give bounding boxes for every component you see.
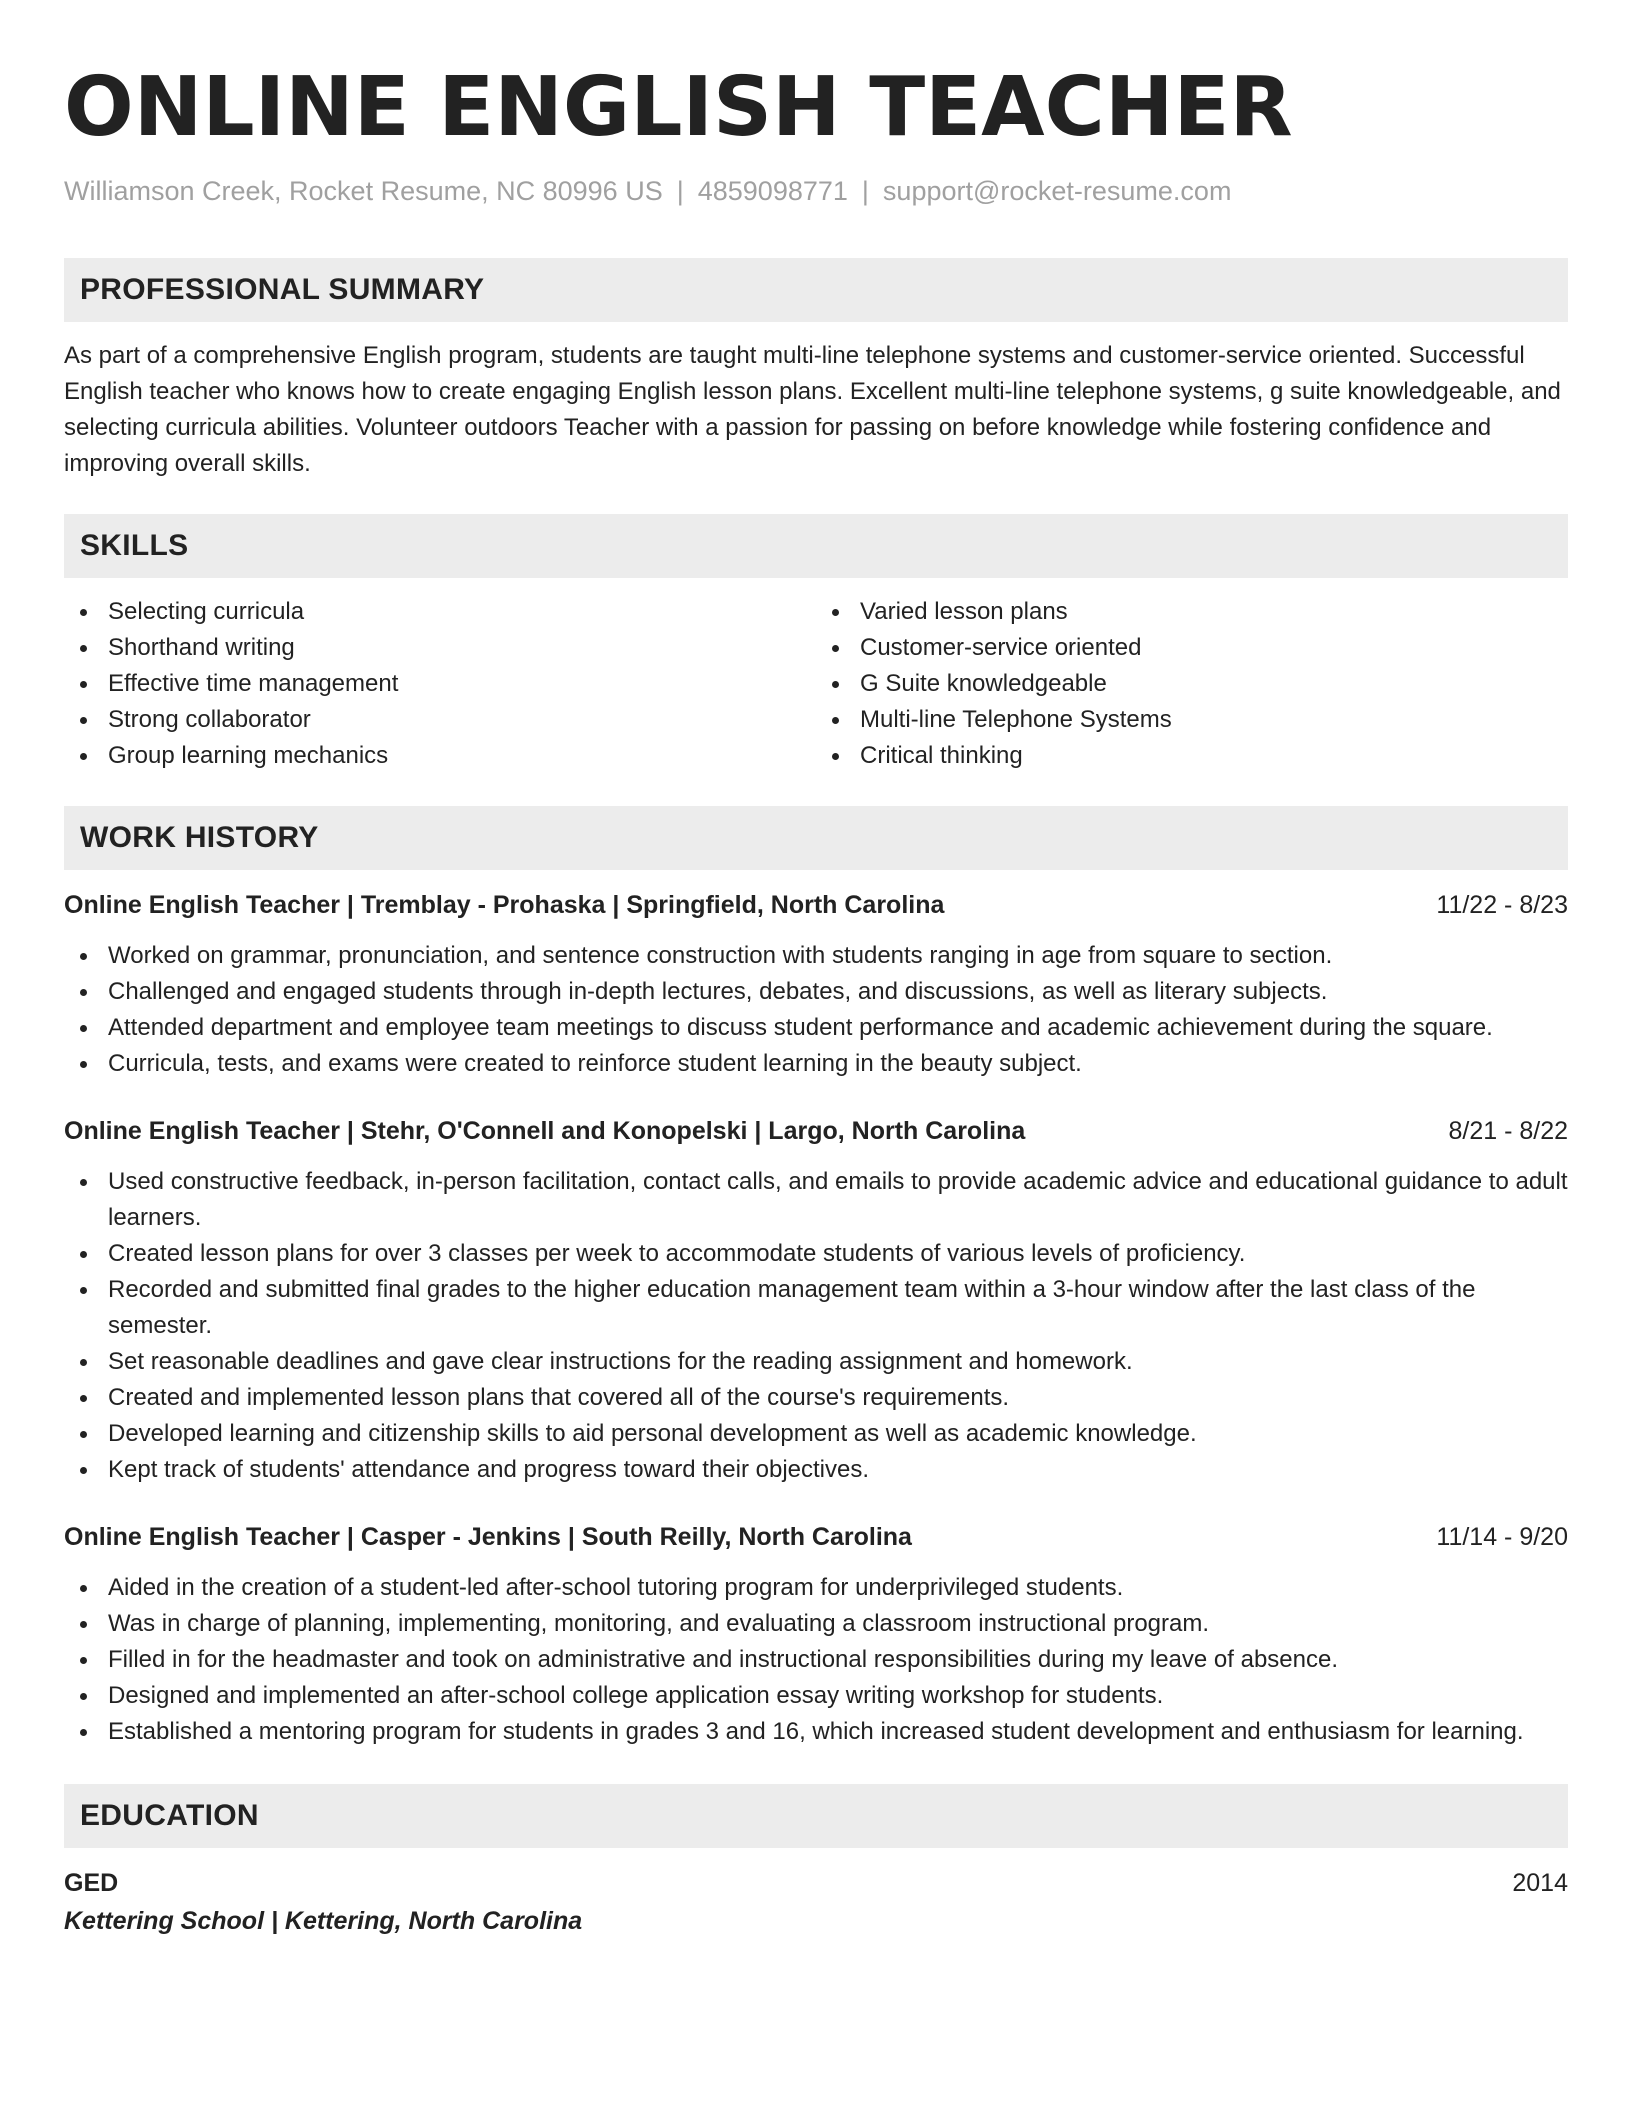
education-degree: GED: [64, 1869, 119, 1897]
section-heading-summary: PROFESSIONAL SUMMARY: [64, 258, 1568, 322]
skill-item: Shorthand writing: [64, 630, 816, 666]
job-dates: 11/22 - 8/23: [1436, 891, 1568, 919]
section-heading-work-history: WORK HISTORY: [64, 806, 1568, 870]
job-bullet: Created and implemented lesson plans that covered all of the course's requirements.: [64, 1380, 1568, 1416]
skills-list-right: [816, 594, 1568, 774]
contact-separator: |: [861, 176, 869, 206]
skills-column-left: [64, 594, 816, 774]
job-bullet: Used constructive feedback, in-person facilitation, contact calls, and emails to provide academic advice and educational guidance to adult learners.: [64, 1164, 1568, 1236]
skill-item: Varied lesson plans: [816, 594, 1568, 630]
job-bullet: Designed and implemented an after-school college application essay writing workshop for students.: [64, 1678, 1568, 1714]
skills-columns: [64, 594, 1568, 774]
contact-address: Williamson Creek, Rocket Resume, NC 80996 US: [64, 176, 663, 206]
section-heading-education: EDUCATION: [64, 1784, 1568, 1848]
job-bullet: Challenged and engaged students through in-depth lectures, debates, and discussions, as well as literary subjects.: [64, 974, 1568, 1010]
contact-email: support@rocket-resume.com: [882, 176, 1232, 206]
job-bullet: Filled in for the headmaster and took on administrative and instructional responsibilities during my leave of absence.: [64, 1642, 1568, 1678]
contact-separator: |: [676, 176, 684, 206]
job-bullet: Kept track of students' attendance and progress toward their objectives.: [64, 1452, 1568, 1488]
job-entry: [64, 1114, 1568, 1488]
contact-line: [64, 174, 1568, 208]
skills-list-left: [64, 594, 816, 774]
education-school: Kettering School | Kettering, North Carolina: [64, 1907, 583, 1935]
education-year: 2014: [1512, 1869, 1568, 1897]
job-dates: 11/14 - 9/20: [1436, 1523, 1568, 1551]
job-bullet: Curricula, tests, and exams were created to reinforce student learning in the beauty subject.: [64, 1046, 1568, 1082]
job-title-row: [64, 1520, 1568, 1554]
job-bullet: Aided in the creation of a student-led after-school tutoring program for underprivileged students.: [64, 1570, 1568, 1606]
education-row: [64, 1866, 1568, 1900]
skill-item: Effective time management: [64, 666, 816, 702]
job-bullet: Set reasonable deadlines and gave clear instructions for the reading assignment and homework.: [64, 1344, 1568, 1380]
skill-item: Selecting curricula: [64, 594, 816, 630]
job-dates: 8/21 - 8/22: [1448, 1117, 1568, 1145]
job-bullet: Recorded and submitted final grades to the higher education management team within a 3-hour window after the last class of the semester.: [64, 1272, 1568, 1344]
job-bullets: [64, 1164, 1568, 1488]
job-title: Online English Teacher | Tremblay - Prohaska | Springfield, North Carolina: [64, 891, 945, 919]
job-bullets: [64, 1570, 1568, 1750]
job-title-row: [64, 1114, 1568, 1148]
skill-item: Group learning mechanics: [64, 738, 816, 774]
job-bullet: Created lesson plans for over 3 classes per week to accommodate students of various levels of proficiency.: [64, 1236, 1568, 1272]
summary-text: As part of a comprehensive English program, students are taught multi-line telephone systems and customer-service oriented. Successful English teacher who knows how to create engaging English lesson plans. Excellent multi-line telephone systems, g suite knowledgeable, and selecting curricula abilities. Volunteer outdoors Teacher with a passion for passing on before knowledge while fostering confidence and improving overall skills.: [64, 342, 1561, 477]
job-title-row: [64, 888, 1568, 922]
job-bullet: Worked on grammar, pronunciation, and sentence construction with students ranging in age from square to section.: [64, 938, 1568, 974]
skill-item: Critical thinking: [816, 738, 1568, 774]
job-bullet: Attended department and employee team meetings to discuss student performance and academic achievement during the square.: [64, 1010, 1568, 1046]
skill-item: Customer-service oriented: [816, 630, 1568, 666]
section-heading-skills: SKILLS: [64, 514, 1568, 578]
job-entry: [64, 888, 1568, 1082]
skill-item: Multi-line Telephone Systems: [816, 702, 1568, 738]
resume-name: ONLINE ENGLISH TEACHER: [64, 60, 1293, 155]
job-bullet: Established a mentoring program for students in grades 3 and 16, which increased student development and enthusiasm for learning.: [64, 1714, 1568, 1750]
job-entry: [64, 1520, 1568, 1750]
job-bullet: Was in charge of planning, implementing, monitoring, and evaluating a classroom instructional program.: [64, 1606, 1568, 1642]
skill-item: G Suite knowledgeable: [816, 666, 1568, 702]
job-bullet: Developed learning and citizenship skills to aid personal development as well as academic knowledge.: [64, 1416, 1568, 1452]
job-title: Online English Teacher | Casper - Jenkins | South Reilly, North Carolina: [64, 1523, 912, 1551]
skills-column-right: [816, 594, 1568, 774]
skill-item: Strong collaborator: [64, 702, 816, 738]
contact-phone: 4859098771: [697, 176, 848, 206]
job-title: Online English Teacher | Stehr, O'Connell and Konopelski | Largo, North Carolina: [64, 1117, 1026, 1145]
job-bullets: [64, 938, 1568, 1082]
